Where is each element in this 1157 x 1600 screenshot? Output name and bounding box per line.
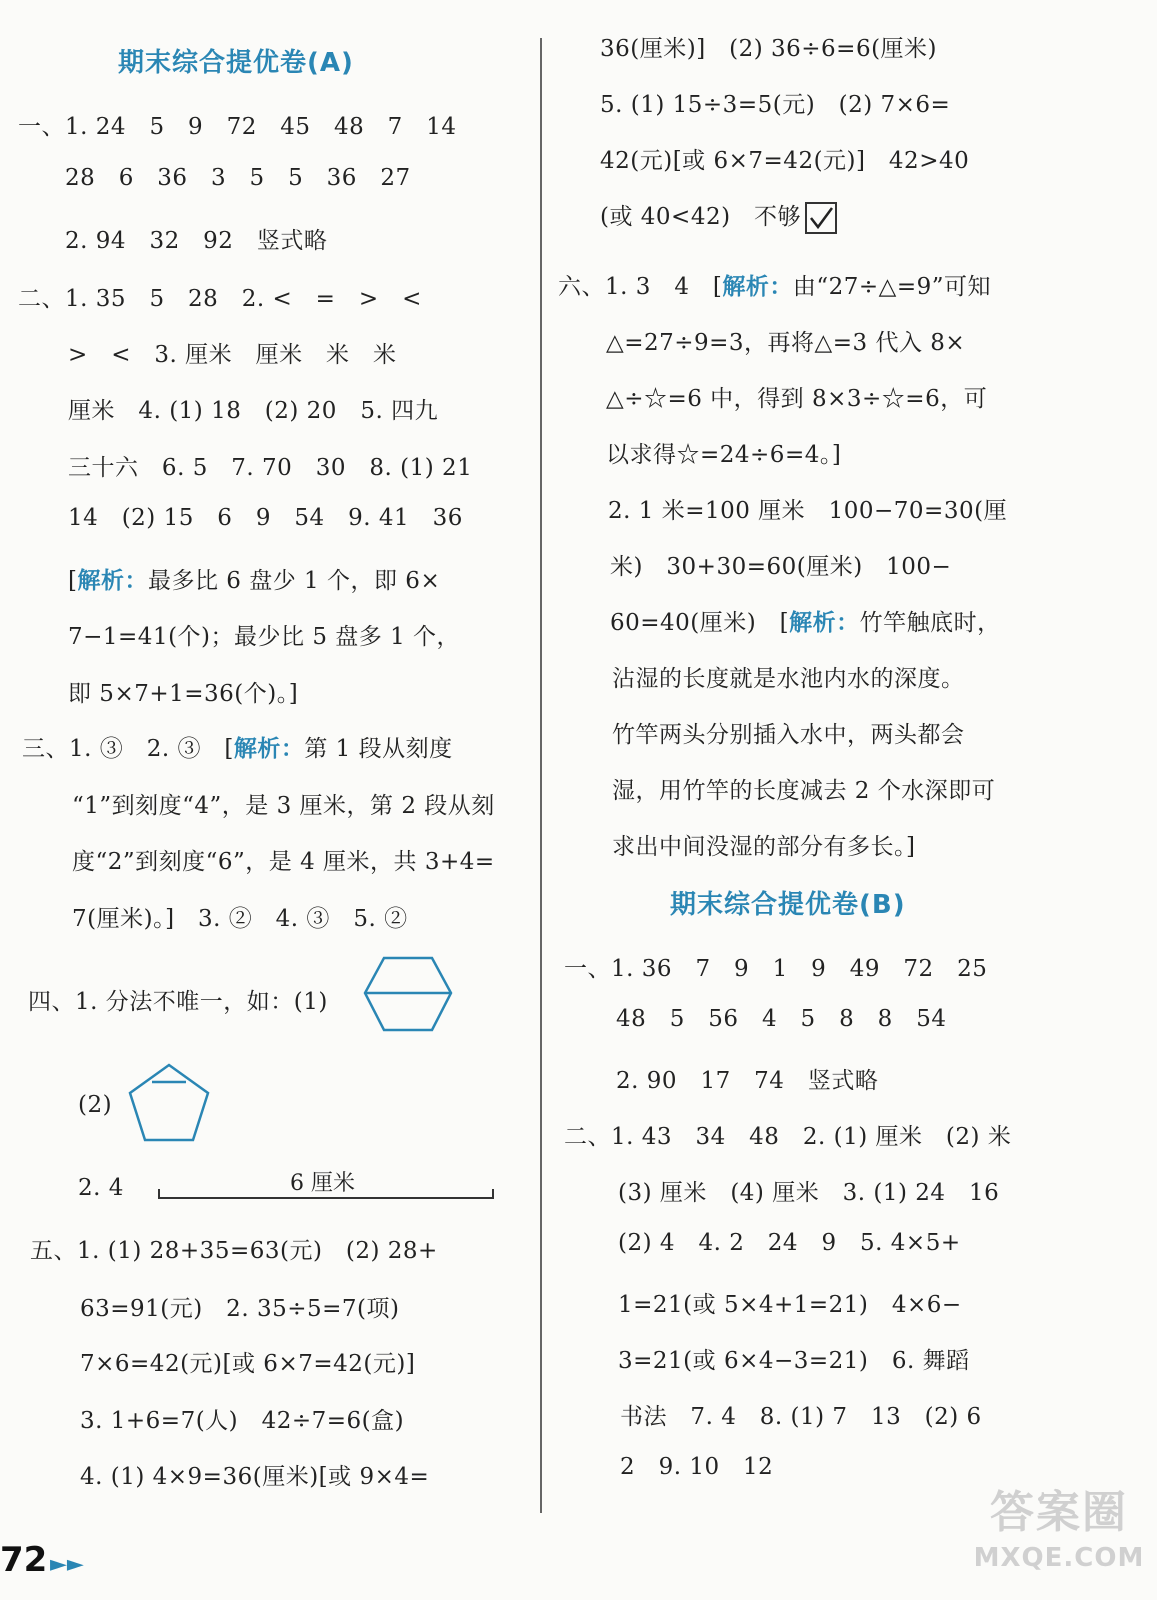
- answer-line: 5. (1) 15÷3=5(元) (2) 7×6=: [600, 92, 951, 118]
- answer-line: 求出中间没湿的部分有多长。]: [612, 834, 916, 860]
- answer-line: (3) 厘米 (4) 厘米 3. (1) 24 16: [618, 1180, 1000, 1206]
- answer-line: 3. 1+6=7(人) 42÷7=6(盒): [80, 1408, 405, 1434]
- answer-line: 三、1. ③ 2. ③ [解析：第 1 段从刻度: [22, 736, 453, 762]
- answer-line: 1=21(或 5×4+1=21) 4×6−: [618, 1292, 962, 1318]
- segment-label: 6 厘米: [290, 1171, 355, 1196]
- answer-line: △÷☆=6 中，得到 8×3÷☆=6，可: [606, 386, 988, 412]
- answer-text: 六、1. 3 4 [: [558, 274, 723, 300]
- section-title-b: 期末综合提优卷(B): [670, 890, 906, 920]
- hexagon-figure: [362, 955, 454, 1033]
- answer-line: 28 6 36 3 5 5 36 27: [65, 165, 411, 191]
- answer-line: 米) 30+30=60(厘米) 100−: [610, 554, 952, 580]
- section-title-a: 期末综合提优卷(A): [118, 48, 354, 78]
- answer-line: [600, 198, 837, 234]
- analysis-text: 竹竿触底时，: [859, 610, 1001, 636]
- checkmark-box-icon: [805, 202, 837, 234]
- analysis-text: 由“27÷△=9”可知: [792, 274, 992, 300]
- answer-line: 7−1=41(个)；最少比 5 盘多 1 个，: [68, 624, 461, 650]
- answer-line: 五、1. (1) 28+35=63(元) (2) 28+: [30, 1238, 438, 1264]
- watermark: [969, 1485, 1149, 1595]
- page-number: 72: [0, 1540, 48, 1580]
- answer-line: 2. 90 17 74 竖式略: [616, 1068, 879, 1094]
- answer-line: 3=21(或 6×4−3=21) 6. 舞蹈: [618, 1348, 970, 1374]
- analysis-label: 解析：: [233, 736, 305, 762]
- answer-line: 一、1. 36 7 9 1 9 49 72 25: [564, 956, 988, 982]
- answer-line: 36(厘米)] (2) 36÷6=6(厘米): [600, 36, 938, 62]
- answer-line: 48 5 56 4 5 8 8 54: [616, 1006, 947, 1032]
- answer-line: 度“2”到刻度“6”，是 4 厘米，共 3+4=: [72, 849, 495, 875]
- analysis-label: 解析：: [77, 568, 148, 594]
- answer-line: 2. 4: [78, 1175, 124, 1201]
- answer-line: (2): [78, 1092, 113, 1118]
- answer-text: 60=40(厘米) [: [610, 610, 790, 636]
- answer-line: 一、1. 24 5 9 72 45 48 7 14: [18, 114, 457, 140]
- answer-line: “1”到刻度“4”，是 3 厘米，第 2 段从刻: [72, 793, 495, 819]
- answer-line: 二、1. 43 34 48 2. (1) 厘米 (2) 米: [564, 1124, 1012, 1150]
- answer-text: 三、1. ③ 2. ③: [22, 736, 225, 762]
- answer-line: 即 5×7+1=36(个)。]: [68, 681, 299, 707]
- column-divider: [540, 38, 542, 1513]
- answer-line: 书法 7. 4 8. (1) 7 13 (2) 6: [620, 1404, 982, 1430]
- answer-line: (2) 4 4. 2 24 9 5. 4×5+: [618, 1230, 961, 1256]
- answer-line: [610, 604, 1001, 637]
- answer-text: (或 40<42) 不够: [600, 204, 801, 230]
- answer-line: 湿，用竹竿的长度减去 2 个水深即可: [612, 778, 996, 804]
- analysis-label: 解析：: [722, 274, 793, 300]
- answer-line: 2. 1 米=100 厘米 100−70=30(厘: [608, 498, 1008, 524]
- answer-line: 以求得☆=24÷6=4。]: [606, 442, 842, 468]
- arrow-icon: ►►: [50, 1552, 84, 1577]
- answer-line: 63=91(元) 2. 35÷5=7(项): [80, 1296, 400, 1322]
- answer-line: 沾湿的长度就是水池内水的深度。: [612, 666, 965, 692]
- answer-line: △=27÷9=3，再将△=3 代入 8×: [606, 330, 966, 356]
- answer-line: [558, 268, 991, 301]
- answer-line: 二、1. 35 5 28 2. < = > <: [18, 286, 422, 312]
- analysis-text: 第 1 段从刻度: [304, 736, 453, 762]
- answer-line: 7(厘米)。] 3. ② 4. ③ 5. ②: [72, 906, 408, 932]
- watermark-logo: 答案圈: [990, 1487, 1128, 1538]
- analysis-text: 最多比 6 盘少 1 个，即 6×: [147, 568, 441, 594]
- answer-line: [解析：最多比 6 盘少 1 个，即 6×: [68, 568, 441, 594]
- answer-line: 4. (1) 4×9=36(厘米)[或 9×4=: [80, 1464, 430, 1490]
- watermark-url: MXQE.COM: [973, 1543, 1145, 1573]
- answer-line: 2. 94 32 92 竖式略: [65, 228, 328, 254]
- answer-line: 7×6=42(元)[或 6×7=42(元)]: [80, 1351, 416, 1377]
- segment-tick: [158, 1189, 160, 1199]
- answer-line: 14 (2) 15 6 9 54 9. 41 36: [68, 505, 463, 531]
- answer-line: 2 9. 10 12: [620, 1454, 774, 1480]
- answer-line: 42(元)[或 6×7=42(元)] 42>40: [600, 148, 970, 174]
- answer-line: 竹竿两头分别插入水中，两头都会: [612, 722, 965, 748]
- answer-line: 三十六 6. 5 7. 70 30 8. (1) 21: [68, 455, 473, 481]
- segment-tick: [492, 1189, 494, 1199]
- analysis-label: 解析：: [789, 610, 860, 636]
- answer-line: 厘米 4. (1) 18 (2) 20 5. 四九: [68, 398, 439, 424]
- answer-line: 四、1. 分法不唯一，如：(1): [28, 989, 328, 1015]
- answer-line: > < 3. 厘米 厘米 米 米: [68, 342, 397, 368]
- segment-line: [158, 1197, 494, 1199]
- pentagon-figure: [126, 1062, 212, 1142]
